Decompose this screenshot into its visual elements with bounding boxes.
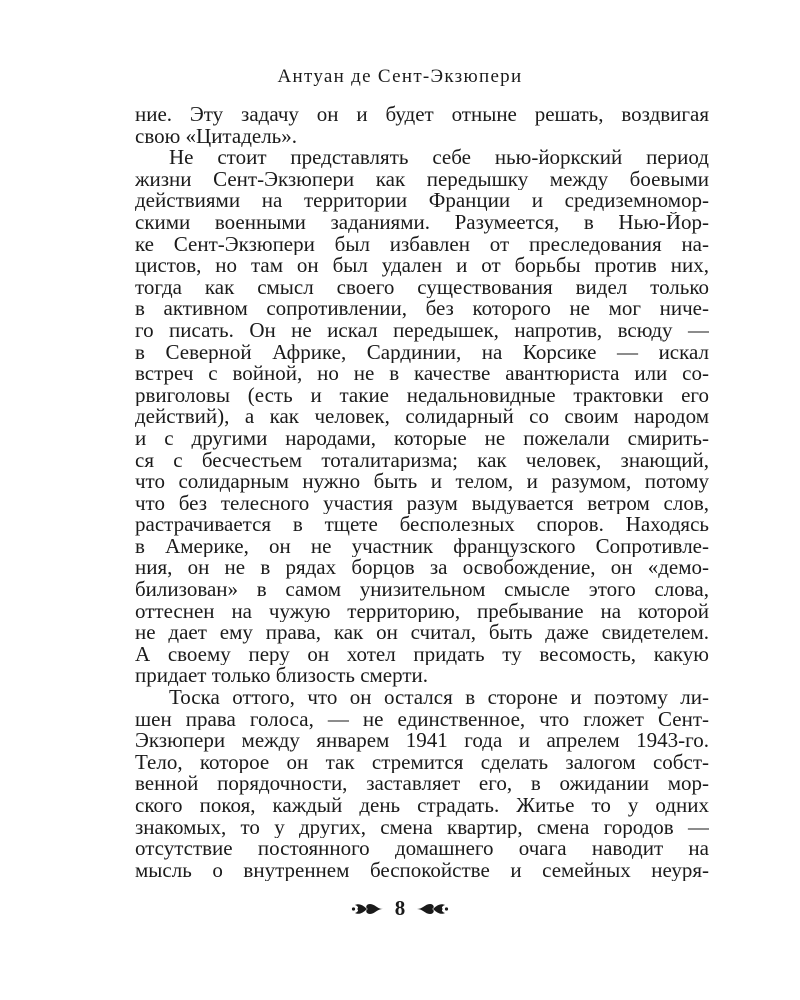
text-line: А своему перу он хотел придать ту весомость, какую [135,643,709,666]
text-line: встреч с войной, но не в качестве авантюриста или со- [135,363,709,385]
text-line: билизован» в самом унизительном смысле этого слова, [135,579,709,601]
text-line: жизни Сент-Экзюпери как передышку между боевыми [135,168,709,191]
text-line: ского покоя, каждый день страдать. Житье то у одних [135,795,709,817]
text-line: что без телесного участия разум выдувается ветром слов, [135,492,709,515]
text-line: действий), а как человек, солидарный со своим народом [135,406,709,428]
text-line: ся с бесчестьем тоталитаризма; как человек, знающий, [135,449,709,472]
text-line: мысль о внутреннем беспокойстве и семейных неуря- [135,859,709,882]
text-line: действиями на территории Франции и средиземномор- [135,190,709,212]
text-line: Не стоит представлять себе нью-йоркский период [169,147,709,169]
running-title: Антуан де Сент-Экзюпери [277,66,523,87]
text-line: цистов, но там он был удален и от борьбы против них, [135,255,709,277]
text-line: и с другими народами, которые не пожелали смирить- [135,427,709,450]
text-line: тогда как смысл своего существования видел только [135,276,709,299]
text-line: что солидарным нужно быть и телом, и разумом, потому [135,471,709,493]
text-line: придает только близость смерти. [135,665,429,688]
text-line: скими военными заданиями. Разумеется, в Нью-Йор- [135,211,709,234]
page-footer [0,896,800,921]
text-line: знакомых, то у других, смена квартир, смена городов — [135,816,709,839]
text-line: отсутствие постоянного домашнего очага наводит на [135,838,709,860]
page-number: 8 [394,896,406,920]
text-line: ния, он не в рядах борцов за освобождение, он «демо- [135,557,709,580]
text-line: Тело, которое он так стремится сделать залогом собст- [135,751,709,774]
text-line: го писать. Он не искал передышек, напротив, всюду — [135,319,709,342]
text-line: рвиголовы (есть и такие недальновидные трактовки его [135,384,709,407]
text-line: не дает ему права, как он считал, быть даже свидетелем. [135,622,709,644]
body-text [135,104,709,881]
text-line: венной порядочности, заставляет его, в ожидании мор- [135,773,709,795]
ornament-left-icon [351,901,385,917]
text-line: ние. Эту задачу он и будет отныне решать, воздвигая [135,104,709,126]
text-line: ке Сент-Экзюпери был избавлен от преследования на- [135,233,709,256]
text-line: свою «Цитадель». [135,125,298,148]
text-line: в Америке, он не участник французского Сопротивле- [135,535,709,558]
text-line: Экзюпери между январем 1941 года и апрелем 1943-го. [135,730,709,752]
ornament-right-icon [415,901,449,917]
text-line: в Северной Африке, Сардинии, на Корсике — искал [135,341,709,364]
text-line: в активном сопротивлении, без которого не мог ниче- [135,298,709,320]
text-line: растрачивается в тщете бесполезных споров. Находясь [135,514,709,536]
text-line: Тоска оттого, что он остался в стороне и поэтому ли- [169,687,709,709]
text-line: шен права голоса, — не единственное, что гложет Сент- [135,708,709,731]
text-line: оттеснен на чужую территорию, пребывание на которой [135,600,709,623]
